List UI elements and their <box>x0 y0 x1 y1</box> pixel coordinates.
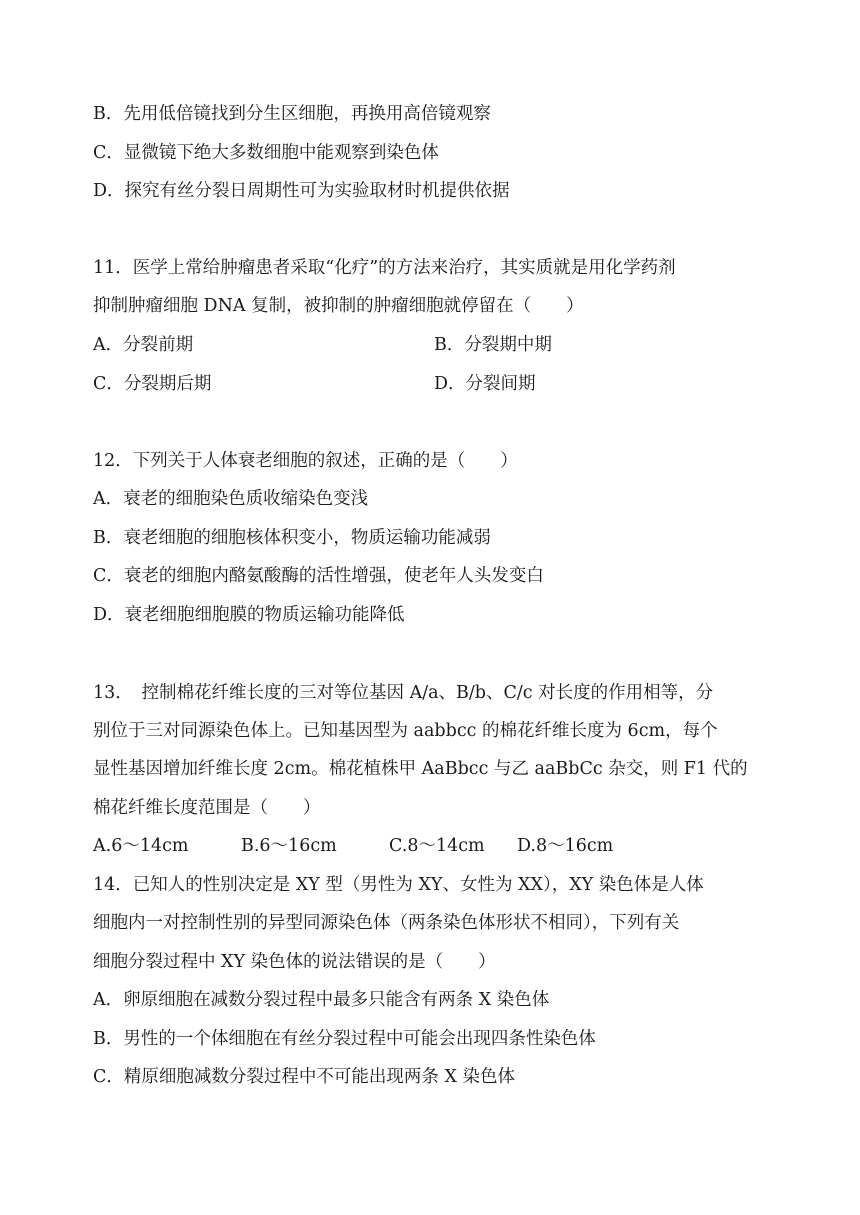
q14-stem-line-1: 14．已知人的性别决定是 XY 型（男性为 XY、女性为 XX），XY 染色体是人体 <box>93 875 704 895</box>
q10-option-d: D．探究有丝分裂日周期性可为实验取材时机提供依据 <box>93 181 510 201</box>
q13-option-c: C.8～14cm <box>389 836 485 856</box>
q13-stem-line-3: 显性基因增加纤维长度 2cm。棉花植株甲 AaBbcc 与乙 aaBbCc 杂交，则 F1 代的 <box>93 759 748 779</box>
q14-option-b: B．男性的一个体细胞在有丝分裂过程中可能会出现四条性染色体 <box>93 1029 596 1049</box>
q14-option-a: A．卵原细胞在减数分裂过程中最多只能含有两条 X 染色体 <box>93 990 550 1010</box>
q11-option-b: B．分裂期中期 <box>434 335 552 355</box>
q14-stem-line-2: 细胞内一对控制性别的异型同源染色体（两条染色体形状不相同），下列有关 <box>93 913 680 933</box>
q14-option-c: C．精原细胞减数分裂过程中不可能出现两条 X 染色体 <box>93 1067 515 1087</box>
q11-option-a: A．分裂前期 <box>93 335 194 355</box>
q12-option-b: B．衰老细胞的细胞核体积变小，物质运输功能减弱 <box>93 528 491 548</box>
q13-stem-line-4: 棉花纤维长度范围是（ ） <box>93 798 321 818</box>
q14-stem-line-3: 细胞分裂过程中 XY 染色体的说法错误的是（ ） <box>93 952 496 972</box>
q12-option-d: D．衰老细胞细胞膜的物质运输功能降低 <box>93 605 405 625</box>
q11-stem-line-2: 抑制肿瘤细胞 DNA 复制，被抑制的肿瘤细胞就停留在（ ） <box>93 296 584 316</box>
q13-stem-line-1: 13． 控制棉花纤维长度的三对等位基因 A/a、B/b、C/c 对长度的作用相等，分 <box>93 683 714 703</box>
q10-option-c: C．显微镜下绝大多数细胞中能观察到染色体 <box>93 143 439 163</box>
q12-option-a: A．衰老的细胞染色质收缩染色变浅 <box>93 489 369 509</box>
q13-option-b: B.6～16cm <box>241 836 337 856</box>
q11-option-c: C．分裂期后期 <box>93 374 212 394</box>
q13-stem-line-2: 别位于三对同源染色体上。已知基因型为 aabbcc 的棉花纤维长度为 6cm，每个 <box>93 721 718 741</box>
q12-stem: 12．下列关于人体衰老细胞的叙述，正确的是（ ） <box>93 451 518 471</box>
q11-option-d: D．分裂间期 <box>434 374 536 394</box>
q13-option-d: D.8～16cm <box>517 836 614 856</box>
q10-option-b: B．先用低倍镜找到分生区细胞，再换用高倍镜观察 <box>93 104 491 124</box>
q12-option-c: C．衰老的细胞内酪氨酸酶的活性增强，使老年人头发变白 <box>93 566 544 586</box>
q13-option-a: A.6～14cm <box>93 836 189 856</box>
q11-stem-line-1: 11．医学上常给肿瘤患者采取“化疗”的方法来治疗，其实质就是用化学药剂 <box>93 258 676 278</box>
q13-options-row <box>93 834 613 858</box>
